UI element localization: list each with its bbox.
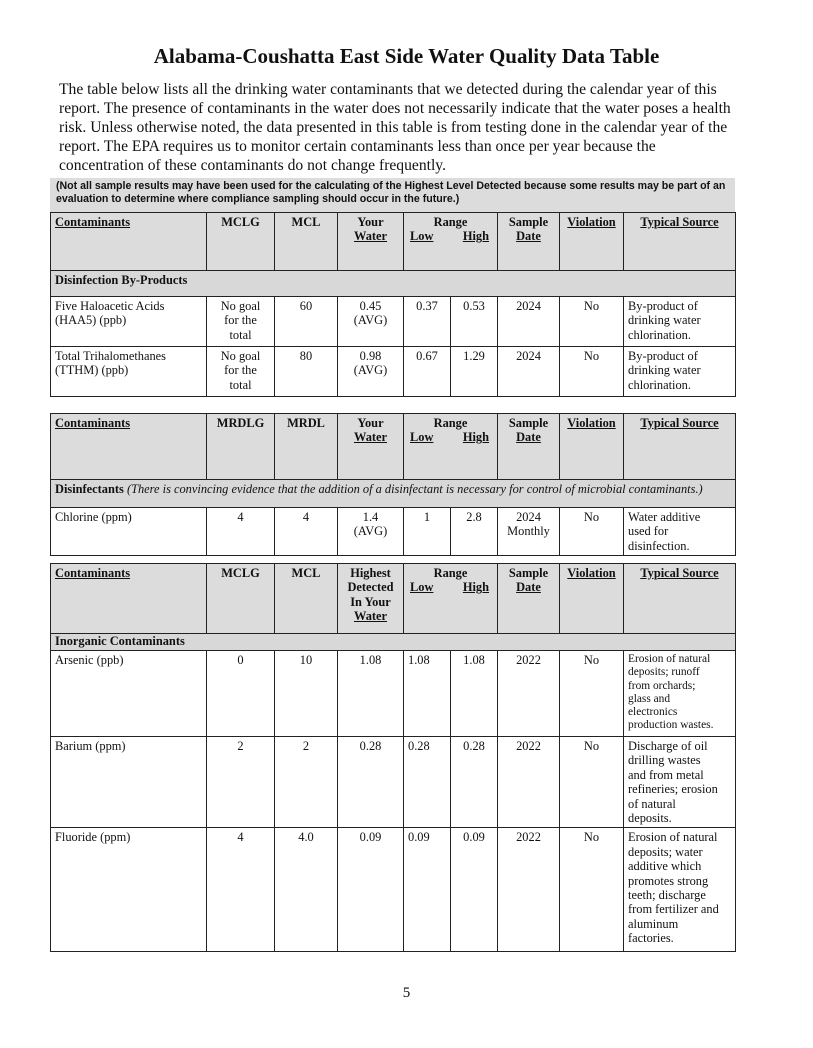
table-row: [51, 828, 736, 952]
mcl-value: 80: [275, 347, 338, 397]
section-title: Disinfection By-Products: [51, 271, 736, 297]
typical-source-line3: disinfection.: [628, 538, 690, 553]
highest-detected-value: 0.28: [338, 737, 404, 828]
header-contaminants: Contaminants: [55, 215, 131, 229]
table-row: [51, 508, 736, 556]
typical-source-line2: deposits; runoff: [628, 666, 700, 679]
section-title: Disinfectants: [55, 482, 124, 496]
typical-source-line5: electronics: [628, 706, 678, 719]
sample-date: 2022: [498, 828, 560, 952]
header-water: Water: [353, 430, 388, 445]
typical-source: Water additive: [628, 510, 701, 524]
typical-source-line6: from fertilizer and: [628, 902, 719, 917]
header-typical-source: Typical Source: [640, 215, 719, 229]
mrdl-value: 4: [275, 508, 338, 556]
typical-source-line6: production wastes.: [628, 719, 714, 732]
sample-frequency: Monthly: [507, 524, 550, 539]
header-your: Your: [357, 416, 384, 430]
header-in-your: In Your: [350, 594, 391, 609]
page-number: 5: [402, 985, 411, 1001]
violation-value: No: [560, 297, 624, 347]
range-low: 0.37: [404, 297, 451, 347]
mcl-value: 60: [275, 297, 338, 347]
header-sample: Sample: [508, 416, 549, 430]
mclg-value: No goal: [220, 299, 261, 313]
table-header: [51, 414, 736, 480]
header-highest: Highest: [350, 566, 391, 580]
header-violation: Violation: [567, 215, 616, 229]
highest-detected-value: 1.08: [338, 651, 404, 737]
mclg-value: 0: [207, 651, 275, 737]
header-contaminants: Contaminants: [55, 416, 131, 430]
header-mclg: MCLG: [221, 215, 260, 229]
typical-source-line2: deposits; water: [628, 844, 703, 859]
table-row: [51, 297, 736, 347]
header-range: Range: [433, 416, 468, 430]
header-typical-source: Typical Source: [640, 566, 719, 580]
table-header: [51, 564, 736, 634]
typical-source-line7: aluminum: [628, 916, 679, 931]
contaminant-unit: (TTHM) (ppb): [55, 363, 129, 378]
typical-source: Discharge of oil: [628, 739, 708, 753]
typical-source-line6: deposits.: [628, 811, 672, 826]
header-high: High: [462, 430, 489, 445]
mrdlg-value: 4: [207, 508, 275, 556]
sample-date: 2024: [516, 510, 541, 524]
mclg-value: 2: [207, 737, 275, 828]
sampling-note: (Not all sample results may have been used for the calculating of the Highest Level Detected because some results may be part of an evaluation to determine where compliance sampling should occur in the future.): [50, 178, 735, 212]
header-typical-source: Typical Source: [640, 416, 719, 430]
contaminant-name: Total Trihalomethanes: [55, 349, 166, 363]
intro-paragraph: The table below lists all the drinking water contaminants that we detected during the calendar year of this report. The presence of contaminants in the water does not necessarily indicate that the water poses a health risk. Unless otherwise noted, the data presented in this table is from testing done in the calendar year of the report. The EPA requires us to monitor certain contaminants less than once per year because the concentration of these contaminants do not change frequently.: [59, 81, 731, 174]
typical-source-line3: from orchards;: [628, 679, 696, 692]
violation-value: No: [560, 347, 624, 397]
mclg-value: No goal: [220, 349, 261, 363]
range-low: 1: [404, 508, 451, 556]
range-high: 1.08: [451, 651, 498, 737]
mclg-value-line3: total: [229, 377, 252, 392]
typical-source-line4: glass and: [628, 692, 671, 705]
typical-source-line8: factories.: [628, 931, 674, 946]
typical-source: By-product of: [628, 299, 698, 313]
header-range: Range: [433, 215, 468, 229]
mclg-value-line3: total: [229, 327, 252, 342]
header-mrdl: MRDL: [287, 416, 325, 430]
header-water: Water: [353, 229, 388, 244]
your-water-avg: (AVG): [353, 363, 388, 378]
contaminant-name: Arsenic (ppb): [51, 651, 207, 737]
section-row: [51, 480, 736, 508]
header-mcl: MCL: [291, 566, 321, 580]
sample-date: 2024: [498, 297, 560, 347]
table-row: [51, 737, 736, 828]
header-water: Water: [353, 609, 388, 624]
header-your: Your: [357, 215, 384, 229]
page-title: Alabama-Coushatta East Side Water Quality Data Table: [153, 44, 660, 68]
range-low: 0.28: [404, 737, 451, 828]
mclg-value-line2: for the: [224, 313, 257, 328]
typical-source-line3: additive which: [628, 859, 702, 874]
range-low: 1.08: [404, 651, 451, 737]
header-contaminants: Contaminants: [55, 566, 131, 580]
mcl-value: 4.0: [275, 828, 338, 952]
header-date: Date: [516, 430, 541, 445]
contaminant-name: Chlorine (ppm): [51, 508, 207, 556]
disinfection-byproducts-table: [50, 212, 736, 397]
header-violation: Violation: [567, 566, 616, 580]
range-low: 0.67: [404, 347, 451, 397]
typical-source-line5: teeth; discharge: [628, 888, 706, 903]
range-high: 1.29: [451, 347, 498, 397]
sample-date: 2022: [498, 651, 560, 737]
header-low: Low: [410, 229, 434, 244]
typical-source-line2: used for: [628, 524, 669, 539]
violation-value: No: [560, 828, 624, 952]
header-high: High: [462, 580, 489, 595]
disinfectants-table: [50, 413, 736, 556]
your-water-value: 1.4: [362, 510, 379, 524]
section-row: [51, 271, 736, 297]
violation-value: No: [560, 737, 624, 828]
mcl-value: 2: [275, 737, 338, 828]
inorganic-contaminants-table: [50, 563, 736, 952]
typical-source-line3: chlorination.: [628, 377, 691, 392]
highest-detected-value: 0.09: [338, 828, 404, 952]
your-water-value: 0.45: [359, 299, 382, 313]
sample-date: 2022: [498, 737, 560, 828]
section-note: (There is convincing evidence that the addition of a disinfectant is necessary for control of microbial contaminants.): [126, 482, 703, 496]
typical-source-line2: drilling wastes: [628, 753, 701, 768]
range-high: 2.8: [451, 508, 498, 556]
header-date: Date: [516, 580, 541, 595]
contaminant-name: Five Haloacetic Acids: [55, 299, 165, 313]
header-detected: Detected: [347, 580, 394, 595]
header-sample: Sample: [508, 215, 549, 229]
your-water-avg: (AVG): [353, 524, 388, 539]
header-mrdlg: MRDLG: [216, 416, 265, 430]
section-title: Inorganic Contaminants: [51, 634, 736, 651]
typical-source-line4: promotes strong: [628, 873, 709, 888]
mclg-value-line2: for the: [224, 363, 257, 378]
typical-source: Erosion of natural: [628, 830, 718, 845]
table-row: [51, 347, 736, 397]
typical-source-line2: drinking water: [628, 313, 701, 328]
contaminant-name: Fluoride (ppm): [51, 828, 207, 952]
typical-source-line3: chlorination.: [628, 327, 691, 342]
sample-date: 2024: [498, 347, 560, 397]
typical-source: By-product of: [628, 349, 698, 363]
header-range: Range: [433, 566, 468, 580]
mclg-value: 4: [207, 828, 275, 952]
typical-source-line2: drinking water: [628, 363, 701, 378]
header-sample: Sample: [508, 566, 549, 580]
range-high: 0.28: [451, 737, 498, 828]
typical-source-line4: refineries; erosion: [628, 782, 718, 797]
typical-source-line3: and from metal: [628, 767, 704, 782]
table-header: [51, 213, 736, 271]
contaminant-name: Barium (ppm): [51, 737, 207, 828]
header-mcl: MCL: [291, 215, 321, 229]
contaminant-unit: (HAA5) (ppb): [55, 313, 127, 328]
header-low: Low: [410, 430, 434, 445]
header-date: Date: [516, 229, 541, 244]
header-low: Low: [410, 580, 434, 595]
typical-source: Erosion of natural: [628, 653, 711, 665]
table-row: [51, 651, 736, 737]
your-water-value: 0.98: [359, 349, 382, 363]
range-low: 0.09: [404, 828, 451, 952]
violation-value: No: [560, 508, 624, 556]
header-mclg: MCLG: [221, 566, 260, 580]
mcl-value: 10: [275, 651, 338, 737]
header-high: High: [462, 229, 489, 244]
section-row: [51, 634, 736, 651]
range-high: 0.53: [451, 297, 498, 347]
violation-value: No: [560, 651, 624, 737]
typical-source-line5: of natural: [628, 796, 676, 811]
range-high: 0.09: [451, 828, 498, 952]
your-water-avg: (AVG): [353, 313, 388, 328]
header-violation: Violation: [567, 416, 616, 430]
